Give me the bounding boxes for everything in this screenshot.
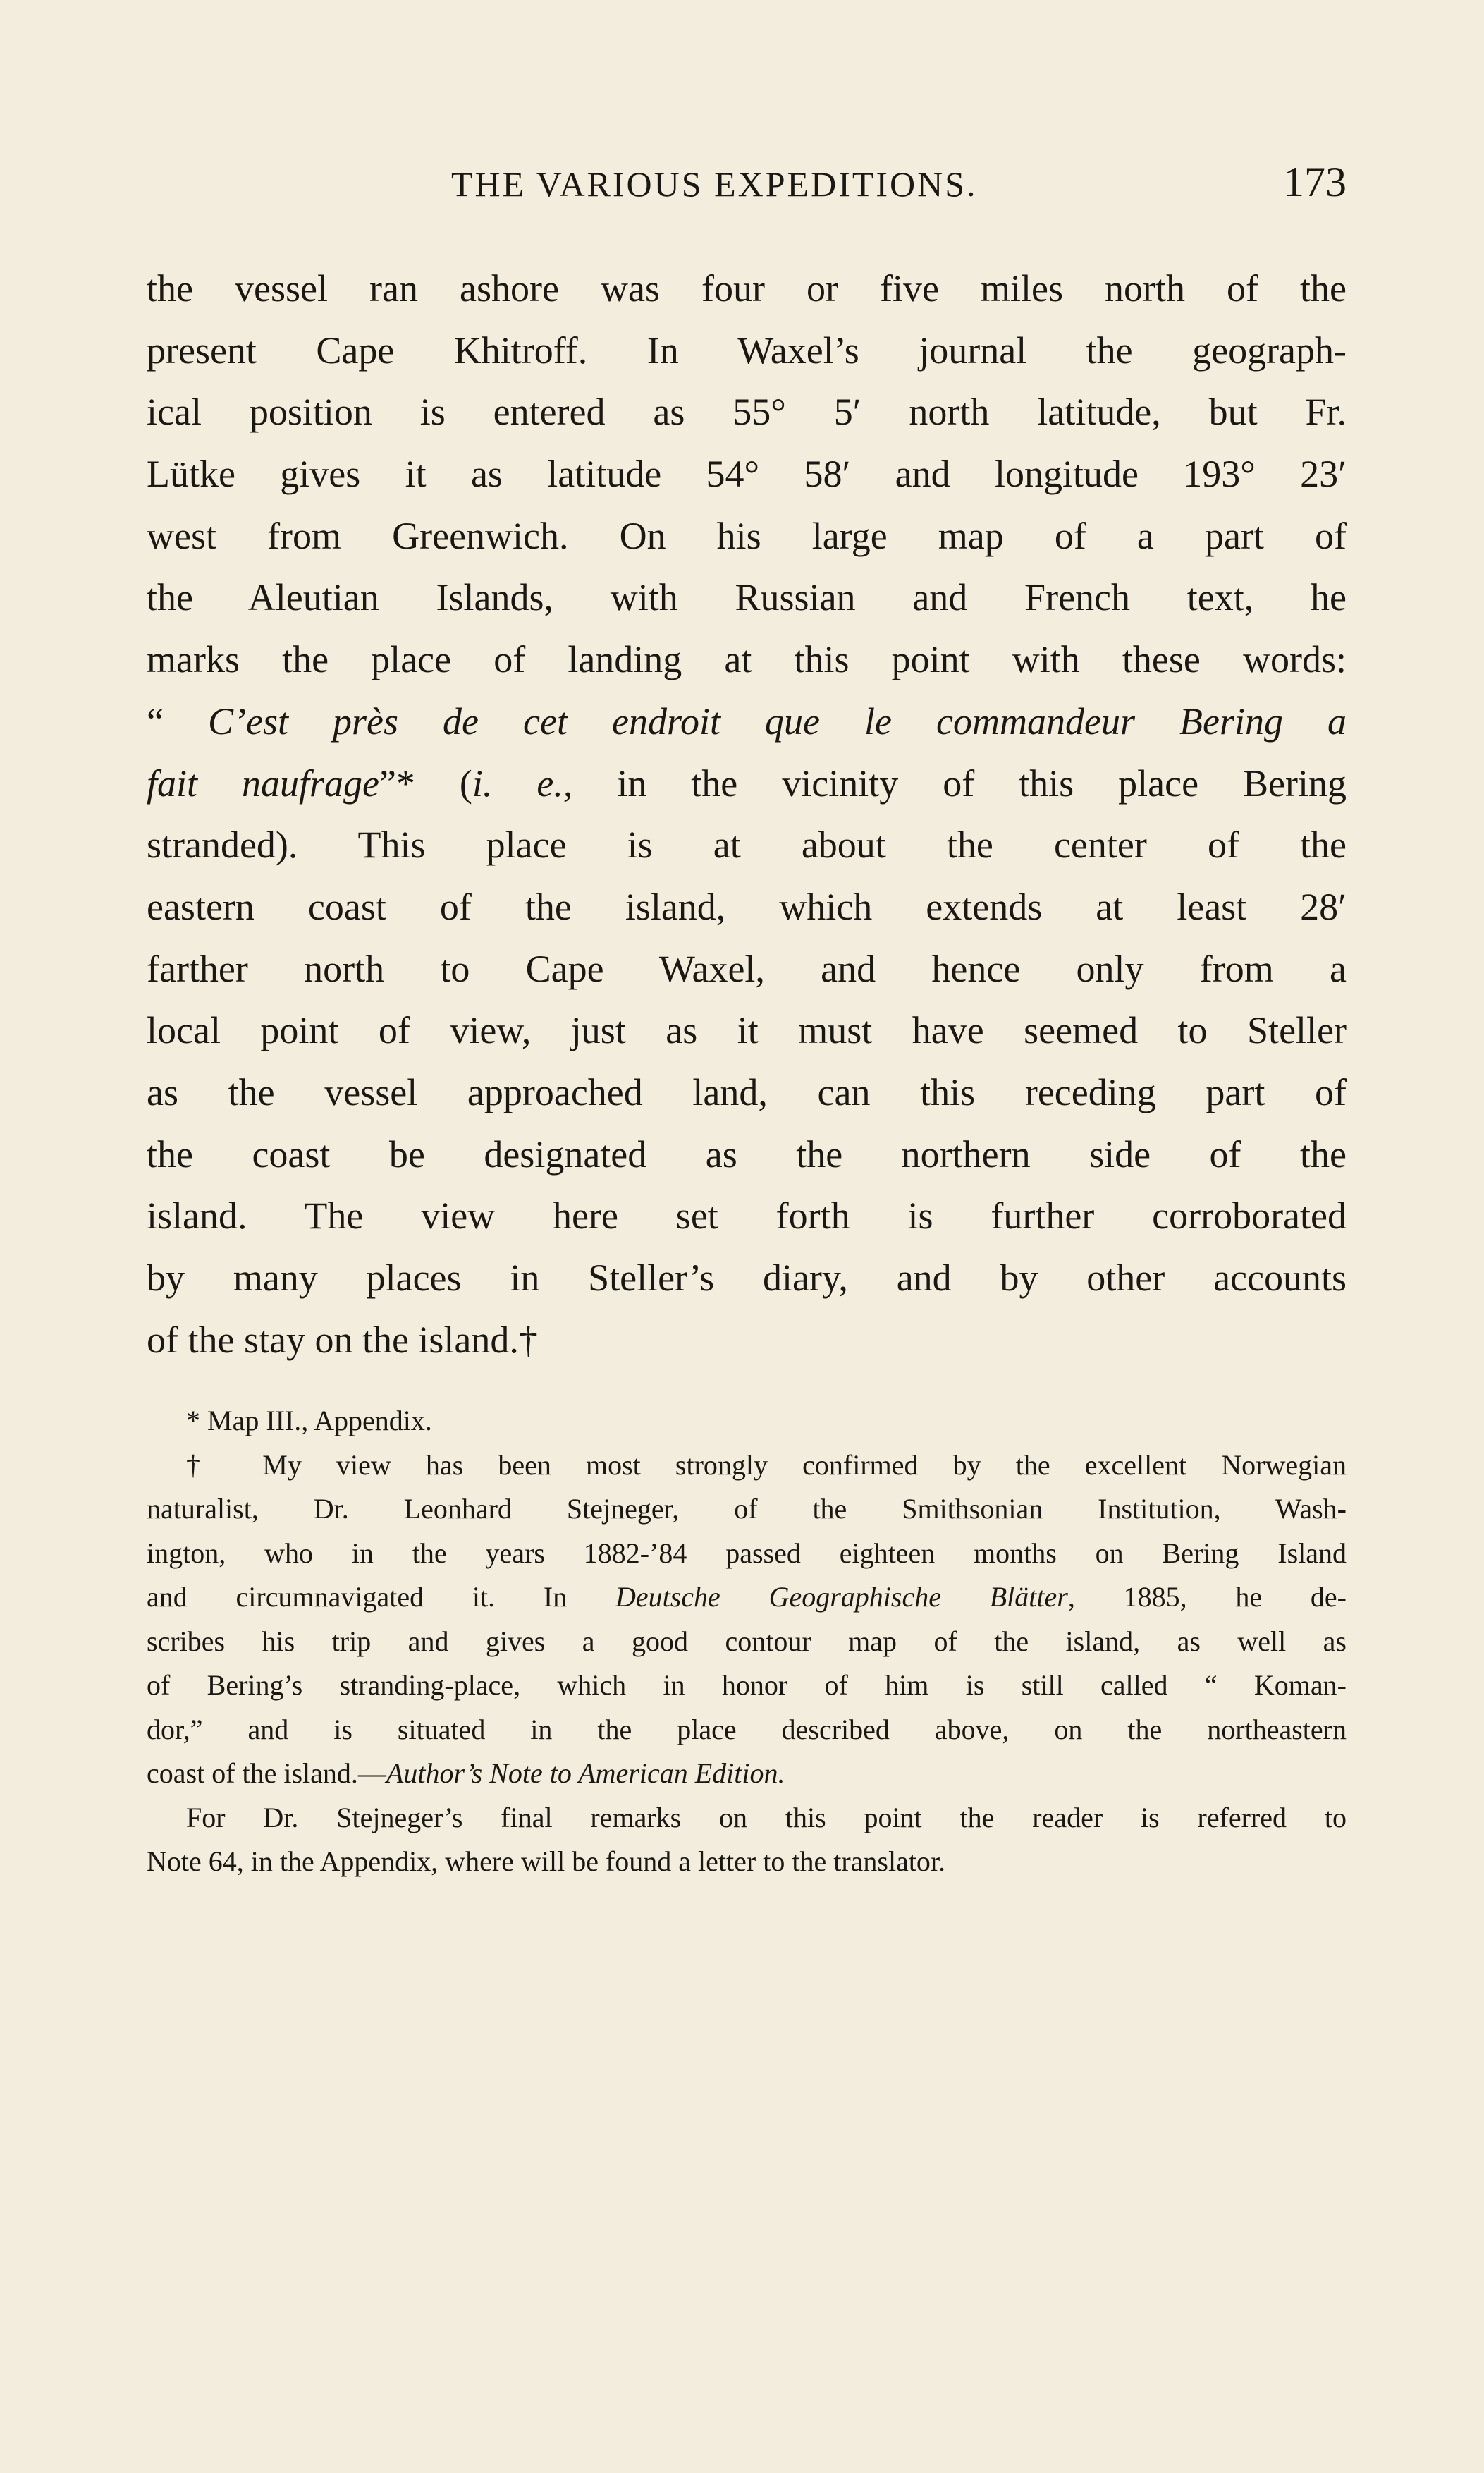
footnote-line: For Dr. Stejneger’s final remarks on this point the reader is referred to bbox=[186, 1801, 1347, 1833]
text-line: farther north to Cape Waxel, and hence only from a bbox=[147, 947, 1347, 990]
footnote-dagger: † My view has been most strongly confirmed by the excellent Norwegian bbox=[186, 1448, 1347, 1481]
text-line: marks the place of landing at this point with these words: bbox=[147, 638, 1347, 681]
footnote-line: Note 64, in the Appendix, where will be found a letter to the translator. bbox=[147, 1845, 946, 1878]
text-line: as the vessel approached land, can this receding part of bbox=[147, 1070, 1347, 1113]
footnote-line bbox=[147, 1752, 1347, 1796]
footnotes bbox=[147, 1399, 1347, 1884]
authors-note: Author’s Note to American Edition. bbox=[386, 1757, 785, 1790]
id-est: i. e., bbox=[472, 762, 573, 805]
page-header bbox=[147, 157, 1347, 220]
text-line: by many places in Steller’s diary, and by other accounts bbox=[147, 1257, 1347, 1299]
footnote-line bbox=[147, 1575, 1347, 1620]
text-line: eastern coast of the island, which extends at least 28′ bbox=[147, 885, 1347, 928]
open-quote: “ bbox=[147, 700, 208, 743]
close-quote-footnote-mark: ”* ( bbox=[379, 762, 472, 805]
footnote-line: scribes his trip and gives a good contour map of the island, as well as bbox=[147, 1625, 1347, 1657]
french-quotation-end: fait naufrage bbox=[147, 762, 379, 805]
footnote-text: , 1885, he de- bbox=[1067, 1581, 1347, 1613]
footnote-line: ington, who in the years 1882-’84 passed eighteen months on Bering Island bbox=[147, 1537, 1347, 1569]
text-line: Lütke gives it as latitude 54° 58′ and longitude 193° 23′ bbox=[147, 453, 1347, 496]
page-number: 173 bbox=[1283, 159, 1347, 205]
footnote-line: of Bering’s stranding-place, which in honor of him is still called “ Koman- bbox=[147, 1669, 1347, 1702]
footnote-line: dor,” and is situated in the place described above, on the northeastern bbox=[147, 1713, 1347, 1745]
french-quotation: C’est près de cet endroit que le commandeur Bering a bbox=[208, 700, 1347, 743]
text-line: local point of view, just as it must have seemed to Steller bbox=[147, 1009, 1347, 1052]
footnote-text: coast of the island.— bbox=[147, 1757, 386, 1790]
text-line: the coast be designated as the northern side of the bbox=[147, 1132, 1347, 1176]
text-line: ical position is entered as 55° 5′ north latitude, but Fr. bbox=[147, 391, 1347, 434]
body-text bbox=[147, 258, 1347, 1371]
text-line: the vessel ran ashore was four or five miles north of the bbox=[147, 267, 1347, 310]
text-line: west from Greenwich. On his large map of a part of bbox=[147, 514, 1347, 557]
running-head: THE VARIOUS EXPEDITIONS. bbox=[451, 164, 978, 204]
text-line: the Aleutian Islands, with Russian and French text, he bbox=[147, 576, 1347, 619]
footnote-line: naturalist, Dr. Leonhard Stejneger, of the Smithsonian Institution, Wash- bbox=[147, 1493, 1347, 1525]
journal-title: Deutsche Geographische Blätter bbox=[615, 1581, 1068, 1613]
translation-text: in the vicinity of this place Bering bbox=[572, 762, 1347, 805]
text-line: of the stay on the island.† bbox=[147, 1318, 538, 1361]
footnote-star: * Map III., Appendix. bbox=[186, 1405, 432, 1437]
book-page bbox=[147, 157, 1347, 1884]
text-line: present Cape Khitroff. In Waxel’s journal the geograph- bbox=[147, 329, 1347, 372]
footnote-text: and circumnavigated it. In bbox=[147, 1581, 615, 1613]
text-line: stranded). This place is at about the center of the bbox=[147, 824, 1347, 867]
text-line-french-quote bbox=[147, 691, 1347, 753]
text-line-french-quote-end bbox=[147, 753, 1347, 815]
text-line: island. The view here set forth is further corroborated bbox=[147, 1195, 1347, 1238]
